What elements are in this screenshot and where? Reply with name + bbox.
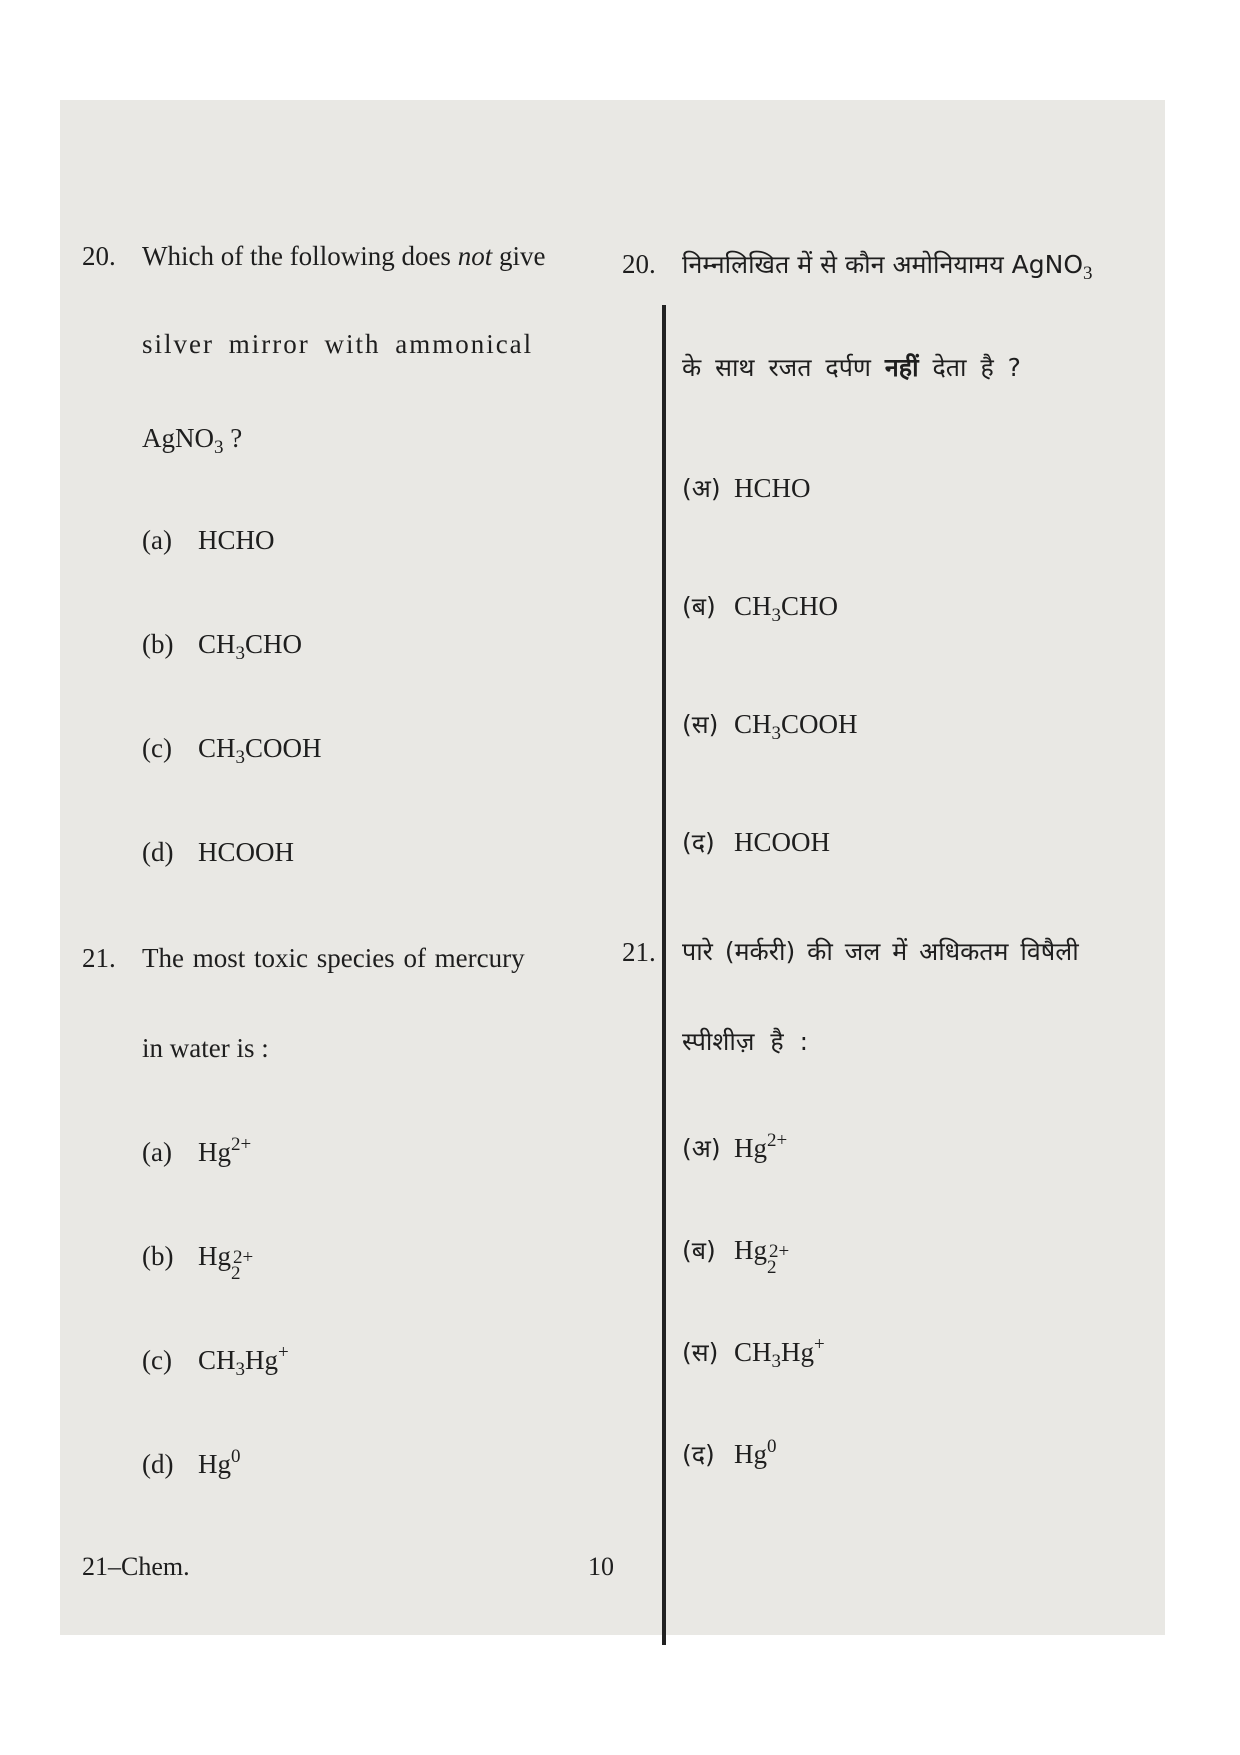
- column-divider: [662, 305, 666, 1645]
- q21-number-hi: 21.: [622, 937, 656, 967]
- q21-hindi-option-c[interactable]: (स) $CH_3Hg^+$: [682, 1334, 825, 1372]
- q20-hindi-line2: के साथ रजत दर्पण नहीं देता है ?: [682, 353, 1021, 382]
- q21-option-c[interactable]: (c) $CH_3Hg^+$: [142, 1342, 289, 1380]
- q20-hindi-option-c[interactable]: (स) $CH_3COOH$: [682, 709, 858, 744]
- q21-hindi-option-a[interactable]: (अ) $Hg^{2+}$: [682, 1130, 788, 1163]
- q21-question-line2: in water is :: [142, 1033, 269, 1063]
- q21-hindi-option-d[interactable]: (द) Hg$^0$: [682, 1436, 777, 1469]
- q20-question-line2: silver mirror with ammonical: [142, 329, 534, 359]
- q20-option-c[interactable]: (c) $CH_3COOH$: [142, 733, 322, 768]
- q21-option-d[interactable]: (d) Hg$^0$: [142, 1446, 241, 1479]
- q20-question-line1: Which of the following does not give: [142, 241, 546, 271]
- q20-hindi-option-a[interactable]: (अ) HCHO: [682, 473, 811, 503]
- q20-number-hi: 20.: [622, 249, 656, 279]
- q21-hindi-line1: पारे (मर्करी) की जल में अधिकतम विषैली: [682, 937, 1079, 966]
- q21-option-a[interactable]: (a) $Hg^{2+}$: [142, 1134, 252, 1167]
- q20-hindi-option-b[interactable]: (ब) $CH_3CHO$: [682, 591, 839, 626]
- q20-number-en: 20.: [82, 241, 116, 271]
- paper-code: 21–Chem.: [82, 1552, 190, 1581]
- q20-option-a[interactable]: (a) HCHO: [142, 525, 275, 555]
- q20-hindi-option-d[interactable]: (द) HCOOH: [682, 827, 831, 857]
- page-number: 10: [588, 1552, 614, 1581]
- q20-hindi-line1: निम्नलिखित में से कौन अमोनियामय AgNO$_3$: [682, 250, 1093, 284]
- q20-option-b[interactable]: (b) $CH_3CHO$: [142, 629, 303, 664]
- q21-hindi-line2: स्पीशीज़ है :: [682, 1027, 809, 1056]
- q20-option-d[interactable]: (d) HCOOH: [142, 837, 295, 867]
- q21-option-b[interactable]: (b) Hg 2 2+: [142, 1241, 254, 1284]
- q21-hindi-option-b[interactable]: (ब) Hg 2 2+: [682, 1235, 790, 1278]
- exam-page: [60, 100, 1165, 1635]
- q20-question-line3: AgNO$_3$ ?: [142, 423, 243, 458]
- q21-number-en: 21.: [82, 943, 116, 973]
- q21-question-line1: The most toxic species of mercury: [142, 943, 525, 973]
